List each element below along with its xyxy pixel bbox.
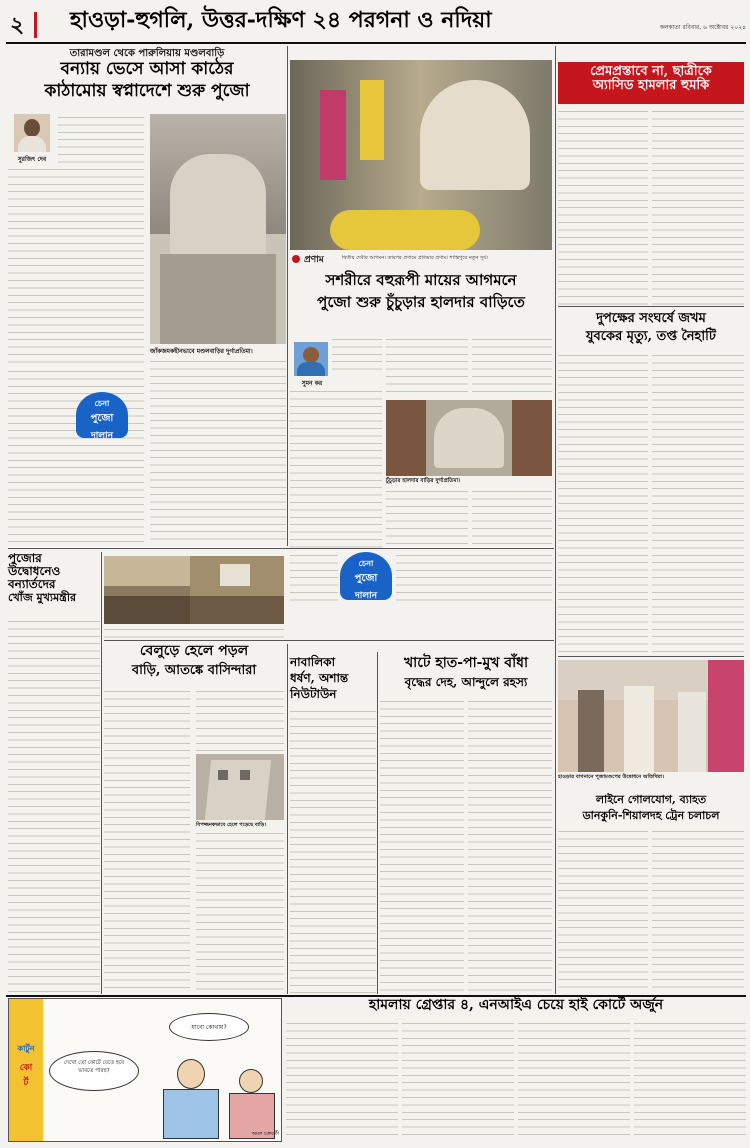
chena-pujo-badge <box>340 552 392 600</box>
byline-photo <box>14 114 50 152</box>
photo-caption: চুঁচুড়ার হালদার বাড়ির দুর্গাপ্রতিমা। <box>386 478 461 484</box>
story-body <box>8 166 144 366</box>
story-body <box>652 108 744 306</box>
story5-headline-line1: পুজোর <box>8 551 42 565</box>
column-rule <box>555 46 556 994</box>
story5-headline-line3: বন্যার্তদের <box>8 577 56 592</box>
byline-photo <box>294 342 328 376</box>
story-body <box>472 488 552 548</box>
photo-caption-bar <box>290 252 552 266</box>
story-body <box>652 352 744 654</box>
badge-line: দালান <box>90 431 114 441</box>
masthead <box>0 0 750 46</box>
caption-label: প্রণাম <box>304 255 324 265</box>
section-rule <box>104 640 554 641</box>
story3-headline-line2: অ্যাসিড হামলার হুমকি <box>592 78 710 94</box>
story-headline-line1: বন্যায় ভেসে আসা কাঠের <box>60 59 234 79</box>
story-body <box>290 552 338 604</box>
story-body <box>58 114 144 164</box>
story3-headline-line1: প্রেমপ্রস্তাবে না, ছাত্রীকে <box>590 64 712 79</box>
story-body <box>8 618 100 994</box>
photo-caption: হাওড়ার বাগনানে পূজামণ্ডপের উদ্বোধনে অতিথিরা। <box>558 774 665 780</box>
story-body <box>196 830 284 994</box>
page-number: ২ <box>10 12 25 38</box>
story-body <box>286 1020 398 1140</box>
story-body <box>558 828 648 994</box>
story-kicker: তারামণ্ডল থেকে পারুলিয়ায় মণ্ডলবাড়ি <box>69 48 225 59</box>
story5-headline-line4: খোঁজ মুখ্যমন্ত্রীর <box>8 590 77 604</box>
story-headline-line2: কাঠামোয় স্বপ্নাদেশে শুরু পুজো <box>44 81 250 101</box>
story4-headline-line2: যুবকের মৃত্যু, তপ্ত নৈহাটি <box>586 329 716 344</box>
story-body <box>472 336 552 396</box>
story2-headline-line1: সশরীরে বহুরূপী মায়ের আগমনে <box>325 271 517 289</box>
story2-headline-line2: পুজো শুরু চুঁচুড়ার হালদার বাড়িতে <box>317 293 525 311</box>
story-body <box>558 352 648 654</box>
tilted-building-photo <box>196 754 284 820</box>
cartoon-label <box>9 999 43 1141</box>
bagnan-inauguration-photo <box>558 660 744 772</box>
cartoon-label-line: র্ট <box>23 1078 29 1088</box>
badge-line: দালান <box>354 591 378 601</box>
section-rule <box>8 548 554 549</box>
byline: সুরজিৎ দেব <box>17 156 47 163</box>
meeting-photo-2 <box>190 556 284 624</box>
cartoon-label-line: কার্টুন <box>17 1044 35 1053</box>
caption-bullet <box>292 255 300 263</box>
story-body <box>386 488 468 548</box>
story-body <box>8 368 144 546</box>
cartoon-label-line: কো <box>19 1063 33 1073</box>
story-body <box>386 336 468 396</box>
story-body <box>558 108 648 306</box>
story-body <box>196 688 284 752</box>
badge-line: চেনা <box>358 559 374 568</box>
page-title: হাওড়া-হুগলি, উত্তর-দক্ষিণ ২৪ পরগনা ও নদিয়া <box>70 7 492 33</box>
photo-caption-text <box>104 626 284 640</box>
section-rule <box>6 995 746 997</box>
story-body <box>290 388 382 548</box>
cartoon-character <box>159 1059 219 1137</box>
speech-bubble: দেখো তো কোর্টে যেতে হবে ভাবতে পারছ? <box>49 1051 139 1091</box>
story3-headline-box <box>558 62 744 104</box>
date-line: কলকাতা রবিবার, ৬ অক্টোবর ২০২৪ <box>659 24 746 31</box>
section-rule <box>558 656 744 657</box>
story7-headline-line2: ধর্ষণ, অশান্ত <box>290 671 349 685</box>
story4-headline-line1: দুপক্ষের সংঘর্ষে জখম <box>596 311 706 326</box>
masthead-divider <box>34 12 37 38</box>
story-body <box>652 828 744 994</box>
speech-bubble: যাবো কোথায়? <box>169 1013 249 1041</box>
story-body <box>150 358 286 546</box>
story-body <box>402 1020 514 1140</box>
story-body <box>380 698 464 994</box>
badge-line: পুজো <box>354 573 378 584</box>
story-photo <box>150 114 286 344</box>
story6-headline-line1: বেলুড়ে হেলে পড়ল <box>139 643 249 659</box>
story-body <box>332 336 382 376</box>
masthead-rule <box>6 42 746 44</box>
story-mondalbari <box>8 46 286 546</box>
story7-headline-line3: নিউটাউন <box>290 687 337 701</box>
cartoon-strip <box>8 998 282 1142</box>
badge-line: পুজো <box>90 413 114 424</box>
story5-headline-line2: উদ্বোধনেও <box>8 564 61 579</box>
section-rule <box>558 306 744 307</box>
story-body <box>104 688 190 994</box>
story9-headline-line2: ডানকুনি-শিয়ালদহ ট্রেন চলাচল <box>582 809 720 822</box>
story-body <box>468 698 552 994</box>
chena-pujo-badge <box>76 392 128 441</box>
cartoon-credit: অমল চক্রবর্তী <box>251 1131 279 1137</box>
story-body <box>290 708 376 994</box>
story-body <box>634 1020 746 1140</box>
cartoon-character <box>229 1069 273 1137</box>
story-body <box>396 552 552 604</box>
story8-subheadline: বৃদ্ধের দেহ, আন্দুলে রহস্য <box>404 675 528 689</box>
column-rule <box>287 644 288 994</box>
story6-headline-line2: বাড়ি, আতঙ্কে বাসিন্দারা <box>131 663 257 678</box>
photo-caption: জাঁকজমকহীনভাবে মণ্ডলবাড়ির দুর্গাপ্রতিমা। <box>150 348 253 355</box>
column-rule <box>287 46 288 546</box>
story10-headline: হামলায় গ্রেপ্তার ৪, এনআইএ চেয়ে হাই কোর্টে অর্জুন <box>368 997 664 1013</box>
pronam-photo <box>290 60 552 250</box>
column-rule <box>377 652 378 994</box>
story5 <box>8 552 100 994</box>
story8-headline: খাটে হাত-পা-মুখ বাঁধা <box>403 655 529 671</box>
story-body <box>518 1020 630 1140</box>
story9-headline-line1: লাইনে গোলযোগ, ব্যাহত <box>595 793 707 806</box>
photo-caption: বিপজ্জনকভাবে হেলে পড়েছে বাড়ি। <box>196 822 266 828</box>
story7-headline-line1: নাবালিকা <box>290 655 336 669</box>
column-rule <box>101 552 102 994</box>
haldar-idol-photo <box>386 400 552 476</box>
caption-text: দ্বিতীয় দেবীর আগমন। তারপর প্রণামে প্রতিমার প্রণাম। শান্তিপুরে নতুন সূর্য। <box>342 255 488 261</box>
badge-line: চেনা <box>94 399 110 408</box>
byline: সুমন কর <box>301 380 323 387</box>
